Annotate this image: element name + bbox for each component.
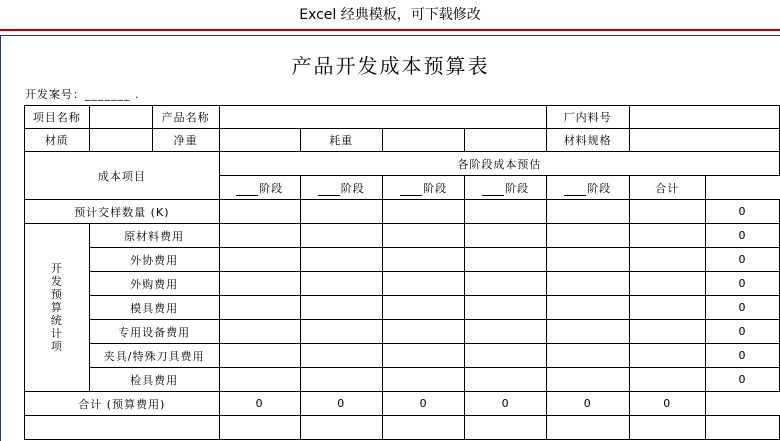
cell[interactable] (219, 416, 300, 440)
sample-qty-total[interactable]: 0 (706, 200, 780, 224)
cell[interactable] (382, 368, 464, 392)
cost-row-total[interactable]: 0 (706, 344, 780, 368)
cell[interactable] (465, 248, 547, 272)
cell[interactable] (465, 344, 547, 368)
cell[interactable] (629, 344, 706, 368)
cell[interactable] (546, 224, 629, 248)
cell[interactable] (546, 272, 629, 296)
cell[interactable] (465, 200, 547, 224)
table-row (25, 129, 780, 152)
table-row (25, 152, 780, 176)
cell[interactable] (300, 272, 382, 296)
cell[interactable] (300, 200, 382, 224)
cell[interactable] (219, 320, 300, 344)
net-weight-cell[interactable] (219, 129, 300, 152)
cost-row-total[interactable]: 0 (706, 272, 780, 296)
cell[interactable] (219, 344, 300, 368)
factory-part-no-label: 厂内料号 (546, 106, 629, 129)
product-name-label: 产品名称 (152, 106, 219, 129)
project-name-label: 项目名称 (25, 106, 90, 129)
sheet-title: 产品开发成本预算表 (291, 54, 490, 78)
cell[interactable] (629, 296, 706, 320)
budget-total-stage-4[interactable]: 0 (465, 392, 547, 416)
cell[interactable] (300, 344, 382, 368)
stage-header-4: 阶段 (465, 176, 547, 200)
cost-row-label: 原材料费用 (89, 224, 219, 248)
material-label: 材质 (25, 129, 90, 152)
dev-budget-group-label: 开 发 预 算 统 计 项 (25, 224, 90, 392)
cell[interactable] (629, 416, 706, 440)
material-spec-label: 材料规格 (546, 129, 629, 152)
cell[interactable] (382, 344, 464, 368)
table-row (25, 392, 780, 416)
project-name-cell[interactable] (89, 106, 152, 129)
cell[interactable] (546, 248, 629, 272)
budget-total-stage-5[interactable]: 0 (546, 392, 629, 416)
cell[interactable] (382, 416, 464, 440)
cost-row-label: 模具费用 (89, 296, 219, 320)
cost-row-total[interactable]: 0 (706, 368, 780, 392)
stage-header-3: 阶段 (382, 176, 464, 200)
cell[interactable] (382, 272, 464, 296)
budget-total-label: 合计 (预算费用) (25, 392, 220, 416)
cost-row-total[interactable]: 0 (706, 248, 780, 272)
cell[interactable] (546, 296, 629, 320)
table-row (25, 416, 780, 440)
table-row (25, 368, 780, 392)
stage-header-2: 阶段 (300, 176, 382, 200)
budget-total-stage-2[interactable]: 0 (300, 392, 382, 416)
cell[interactable] (629, 320, 706, 344)
cell[interactable] (546, 416, 629, 440)
cost-row-label: 专用设备费用 (89, 320, 219, 344)
cell[interactable] (465, 416, 547, 440)
cell[interactable] (382, 224, 464, 248)
material-spec-cell[interactable] (629, 129, 780, 152)
table-row (25, 200, 780, 224)
cell[interactable] (300, 320, 382, 344)
stage-header-5: 阶段 (546, 176, 629, 200)
cell[interactable] (382, 200, 464, 224)
cost-row-total[interactable]: 0 (706, 296, 780, 320)
banner-text: Excel 经典模板，可下载修改 (299, 7, 481, 23)
spreadsheet-sheet (0, 35, 780, 441)
product-name-cell[interactable] (219, 106, 546, 129)
table-row (25, 224, 780, 248)
spacer-cell[interactable] (465, 129, 547, 152)
table-row (25, 248, 780, 272)
cell[interactable] (382, 320, 464, 344)
cell[interactable] (465, 296, 547, 320)
cell[interactable] (300, 416, 382, 440)
cell[interactable] (546, 320, 629, 344)
case-number-label: 开发案号：_______ . (25, 88, 140, 101)
cell[interactable] (382, 296, 464, 320)
cell[interactable] (465, 224, 547, 248)
stage-estimate-header: 各阶段成本预估 (219, 152, 779, 176)
cell[interactable] (219, 224, 300, 248)
table-row (25, 344, 780, 368)
cost-row-total[interactable]: 0 (706, 320, 780, 344)
cell[interactable] (629, 248, 706, 272)
cell[interactable] (546, 344, 629, 368)
cost-row-label: 外协费用 (89, 248, 219, 272)
cell[interactable] (465, 368, 547, 392)
cell[interactable] (629, 272, 706, 296)
cell[interactable] (300, 224, 382, 248)
cell[interactable] (25, 416, 220, 440)
table-row (25, 296, 780, 320)
cell[interactable] (219, 200, 300, 224)
cell[interactable] (300, 296, 382, 320)
template-banner (0, 0, 780, 31)
cell[interactable] (465, 272, 547, 296)
cell[interactable] (629, 224, 706, 248)
cost-item-header: 成本项目 (25, 152, 220, 200)
cell[interactable] (382, 248, 464, 272)
cell[interactable] (219, 368, 300, 392)
table-row (25, 272, 780, 296)
cell[interactable] (706, 416, 780, 440)
net-weight-label: 净重 (152, 129, 219, 152)
cell[interactable] (629, 200, 706, 224)
budget-total-grand[interactable]: 0 (629, 392, 706, 416)
sample-qty-label: 预计交样数量 (K) (25, 200, 220, 224)
cost-row-label: 夹具/特殊刀具费用 (89, 344, 219, 368)
cost-row-label: 外购费用 (89, 272, 219, 296)
cell[interactable] (300, 368, 382, 392)
material-cell[interactable] (89, 129, 152, 152)
cell[interactable] (546, 200, 629, 224)
consumption-cell[interactable] (382, 129, 464, 152)
cell[interactable] (629, 368, 706, 392)
factory-part-no-cell[interactable] (629, 106, 780, 129)
cell[interactable] (465, 320, 547, 344)
budget-total-stage-3[interactable]: 0 (382, 392, 464, 416)
budget-total-stage-1[interactable]: 0 (219, 392, 300, 416)
table-row (25, 106, 780, 129)
cell[interactable] (546, 368, 629, 392)
cost-row-label: 检具费用 (89, 368, 219, 392)
cost-row-total[interactable]: 0 (706, 224, 780, 248)
consumption-label: 耗重 (300, 129, 382, 152)
cost-budget-table (24, 105, 780, 440)
table-row (25, 320, 780, 344)
cell[interactable] (219, 272, 300, 296)
total-header: 合计 (629, 176, 706, 200)
stage-header-1: 阶段 (219, 176, 300, 200)
cell[interactable] (219, 296, 300, 320)
cell[interactable] (300, 248, 382, 272)
cell[interactable] (219, 248, 300, 272)
